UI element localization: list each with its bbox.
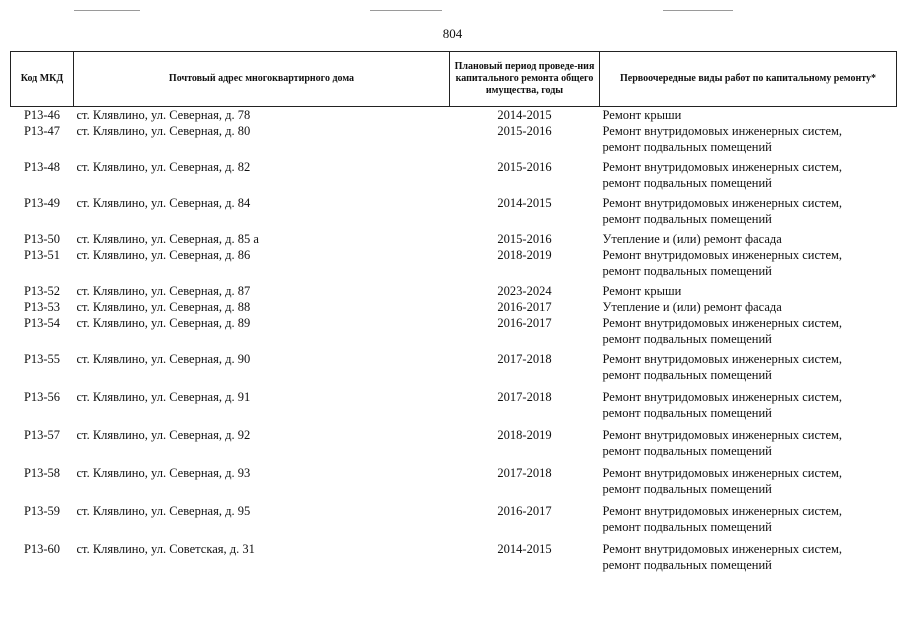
works-line: ремонт подвальных помещений <box>602 140 772 154</box>
cell-period: 2023-2024 <box>497 284 552 298</box>
works-line: Ремонт крыши <box>602 108 682 122</box>
works-line: ремонт подвальных помещений <box>602 520 772 534</box>
works-line: Ремонт внутридомовых инженерных систем, <box>602 390 843 404</box>
cell-address: ст. Клявлино, ул. Северная, д. 90 <box>76 352 251 366</box>
works-line: ремонт подвальных помещений <box>602 558 772 572</box>
cell-period: 2014-2015 <box>497 542 552 556</box>
cell-works <box>600 503 897 541</box>
table-row <box>11 389 897 427</box>
cell-address: ст. Клявлино, ул. Северная, д. 91 <box>76 390 251 404</box>
table-row <box>11 351 897 389</box>
cell-mkd-code: Р13-52 <box>23 284 61 298</box>
cell-mkd-code: Р13-58 <box>23 466 61 480</box>
cell-works <box>600 351 897 389</box>
cell-works <box>600 123 897 159</box>
works-line: ремонт подвальных помещений <box>602 444 772 458</box>
table-row <box>11 465 897 503</box>
works-line: Ремонт внутридомовых инженерных систем, <box>602 248 843 262</box>
table-row <box>11 231 897 247</box>
cell-mkd-code: Р13-56 <box>23 390 61 404</box>
cell-address: ст. Клявлино, ул. Северная, д. 92 <box>76 428 251 442</box>
cell-works <box>600 247 897 283</box>
cell-address: ст. Клявлино, ул. Северная, д. 82 <box>76 160 251 174</box>
works-line: Ремонт внутридомовых инженерных систем, <box>602 196 843 210</box>
table-row <box>11 541 897 579</box>
works-line: Ремонт внутридомовых инженерных систем, <box>602 466 843 480</box>
cell-address: ст. Клявлино, ул. Северная, д. 85 а <box>76 232 259 246</box>
cell-period: 2017-2018 <box>497 352 552 366</box>
cell-works <box>600 541 897 579</box>
capital-repair-table <box>10 51 897 579</box>
cell-mkd-code: Р13-59 <box>23 504 61 518</box>
works-line: Ремонт внутридомовых инженерных систем, <box>602 124 843 138</box>
cell-works <box>600 465 897 503</box>
works-line: ремонт подвальных помещений <box>602 482 772 496</box>
works-line: ремонт подвальных помещений <box>602 176 772 190</box>
cell-mkd-code: Р13-51 <box>23 248 61 262</box>
page-number: 804 <box>442 26 463 41</box>
cell-address: ст. Клявлино, ул. Северная, д. 80 <box>76 124 251 138</box>
cell-address: ст. Клявлино, ул. Советская, д. 31 <box>76 542 255 556</box>
scan-artifact-line <box>74 10 140 11</box>
cell-mkd-code: Р13-47 <box>23 124 61 138</box>
cell-mkd-code: Р13-46 <box>23 108 61 122</box>
cell-works <box>600 389 897 427</box>
cell-works <box>600 299 897 315</box>
cell-address: ст. Клявлино, ул. Северная, д. 88 <box>76 300 251 314</box>
cell-works <box>600 195 897 231</box>
cell-mkd-code: Р13-57 <box>23 428 61 442</box>
cell-mkd-code: Р13-55 <box>23 352 61 366</box>
table-body <box>11 107 897 580</box>
works-line: Ремонт внутридомовых инженерных систем, <box>602 542 843 556</box>
cell-address: ст. Клявлино, ул. Северная, д. 89 <box>76 316 251 330</box>
cell-mkd-code: Р13-49 <box>23 196 61 210</box>
cell-period: 2017-2018 <box>497 390 552 404</box>
works-line: Утепление и (или) ремонт фасада <box>602 300 782 314</box>
cell-works <box>600 159 897 195</box>
works-line: Ремонт внутридомовых инженерных систем, <box>602 352 843 366</box>
column-header-code: Код МКД <box>11 52 74 107</box>
works-line: Ремонт внутридомовых инженерных систем, <box>602 160 843 174</box>
table-header-row <box>11 52 897 107</box>
cell-mkd-code: Р13-53 <box>23 300 61 314</box>
cell-period: 2015-2016 <box>497 160 552 174</box>
works-line: ремонт подвальных помещений <box>602 368 772 382</box>
cell-works <box>600 283 897 299</box>
cell-works <box>600 107 897 124</box>
cell-period: 2016-2017 <box>497 316 552 330</box>
cell-period: 2015-2016 <box>497 124 552 138</box>
cell-works <box>600 231 897 247</box>
cell-address: ст. Клявлино, ул. Северная, д. 87 <box>76 284 251 298</box>
cell-address: ст. Клявлино, ул. Северная, д. 78 <box>76 108 251 122</box>
table-row <box>11 283 897 299</box>
cell-period: 2015-2016 <box>497 232 552 246</box>
works-line: Ремонт внутридомовых инженерных систем, <box>602 316 843 330</box>
works-line: Ремонт внутридомовых инженерных систем, <box>602 504 843 518</box>
cell-address: ст. Клявлино, ул. Северная, д. 95 <box>76 504 251 518</box>
cell-period: 2018-2019 <box>497 248 552 262</box>
column-header-period: Плановый период проведе-ния капитального ремонта общего имущества, годы <box>450 52 600 107</box>
cell-period: 2014-2015 <box>497 196 552 210</box>
table-row <box>11 427 897 465</box>
works-line: ремонт подвальных помещений <box>602 212 772 226</box>
table-row <box>11 299 897 315</box>
cell-period: 2017-2018 <box>497 466 552 480</box>
column-header-address: Почтовый адрес многоквартирного дома <box>74 52 450 107</box>
cell-address: ст. Клявлино, ул. Северная, д. 84 <box>76 196 251 210</box>
table-row <box>11 159 897 195</box>
works-line: Ремонт внутридомовых инженерных систем, <box>602 428 843 442</box>
cell-mkd-code: Р13-48 <box>23 160 61 174</box>
table-row <box>11 107 897 124</box>
column-header-works: Первоочередные виды работ по капитальному ремонту* <box>600 52 897 107</box>
table-row <box>11 195 897 231</box>
table-row <box>11 315 897 351</box>
cell-period: 2014-2015 <box>497 108 552 122</box>
works-line: ремонт подвальных помещений <box>602 406 772 420</box>
cell-mkd-code: Р13-50 <box>23 232 61 246</box>
table-row <box>11 123 897 159</box>
works-line: ремонт подвальных помещений <box>602 332 772 346</box>
scan-artifact-line <box>663 10 733 11</box>
cell-period: 2016-2017 <box>497 504 552 518</box>
cell-works <box>600 315 897 351</box>
works-line: Ремонт крыши <box>602 284 682 298</box>
cell-mkd-code: Р13-54 <box>23 316 61 330</box>
table-row <box>11 503 897 541</box>
cell-address: ст. Клявлино, ул. Северная, д. 93 <box>76 466 251 480</box>
cell-period: 2018-2019 <box>497 428 552 442</box>
cell-address: ст. Клявлино, ул. Северная, д. 86 <box>76 248 251 262</box>
table-row <box>11 247 897 283</box>
cell-period: 2016-2017 <box>497 300 552 314</box>
scan-artifact-line <box>370 10 442 11</box>
works-line: Утепление и (или) ремонт фасада <box>602 232 782 246</box>
works-line: ремонт подвальных помещений <box>602 264 772 278</box>
cell-mkd-code: Р13-60 <box>23 542 61 556</box>
cell-works <box>600 427 897 465</box>
